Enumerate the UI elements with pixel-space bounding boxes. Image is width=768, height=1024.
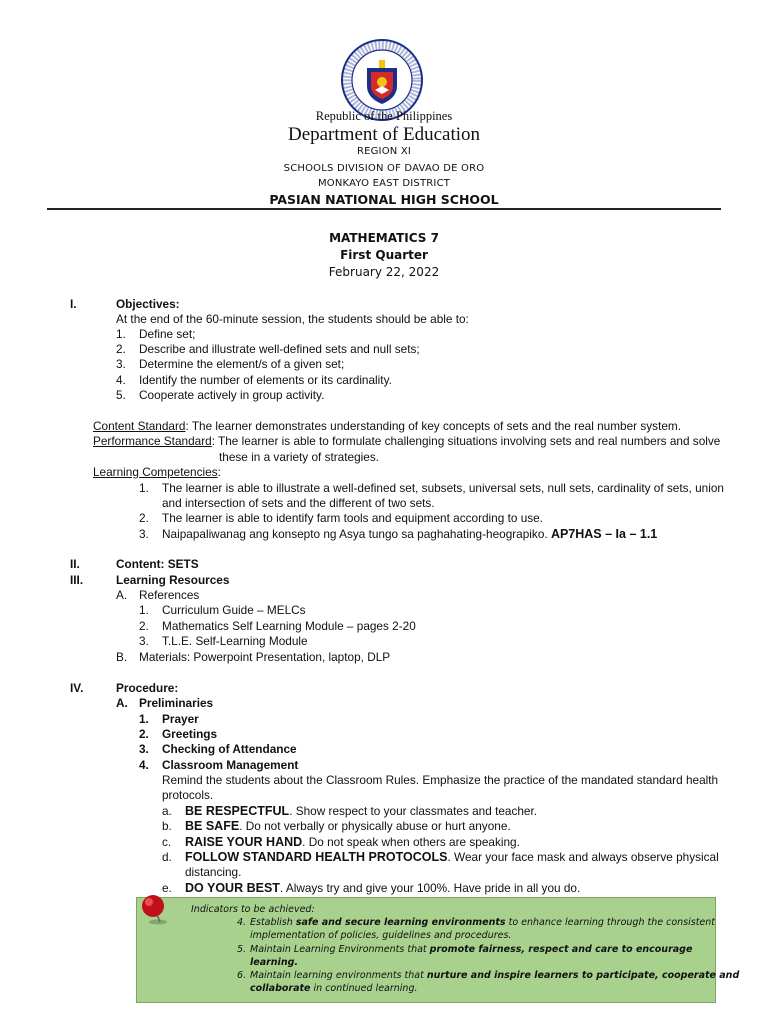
region-line: REGION XI <box>356 146 412 157</box>
indicator-emphasis: collaborate <box>250 983 311 994</box>
indicator-text: Establish <box>250 917 296 928</box>
indicator-number: 6. <box>237 970 247 981</box>
list-item: The learner is able to identify farm tools and equipment according to use. <box>162 511 543 525</box>
lesson-date: February 22, 2022 <box>328 265 440 279</box>
performance-standard-cont: these in a variety of strategies. <box>219 450 379 464</box>
list-letter: c. <box>162 835 172 849</box>
list-number: 3. <box>139 634 149 648</box>
indicator-text: to enhance learning through the consistent <box>505 917 716 928</box>
section-number: II. <box>70 557 80 571</box>
header-divider <box>47 208 721 210</box>
list-letter: d. <box>162 850 172 864</box>
list-item: T.L.E. Self-Learning Module <box>162 634 308 648</box>
performance-standard-text: : The learner is able to formulate challenging situations involving sets and real numbers and solve <box>211 434 721 448</box>
list-letter: B. <box>116 650 128 664</box>
list-number: 3. <box>116 357 126 371</box>
list-item: Curriculum Guide – MELCs <box>162 603 306 617</box>
rule-item <box>185 850 719 865</box>
rule-keyword: DO YOUR BEST <box>185 881 280 895</box>
rule-item <box>185 881 580 896</box>
indicator-emphasis: nurture and inspire learners to participate, cooperate and <box>426 970 740 981</box>
indicator-item-cont: learning. <box>250 957 298 968</box>
rule-keyword: BE SAFE <box>185 819 240 833</box>
rule-item <box>185 819 511 834</box>
section-heading: Objectives: <box>116 297 180 311</box>
competency-text: Naipapaliwanag ang konsepto ng Asya tungo sa paghahating-heograpiko. <box>162 527 551 541</box>
list-item: Prayer <box>162 712 199 726</box>
list-item: Cooperate actively in group activity. <box>139 388 325 402</box>
indicator-text: Maintain Learning Environments that <box>250 944 430 955</box>
rule-item <box>185 804 537 819</box>
list-number: 5. <box>116 388 126 402</box>
list-number: 4. <box>116 373 126 387</box>
division-line: SCHOOLS DIVISION OF DAVAO DE ORO <box>283 163 485 174</box>
rule-text: . Always try and give your 100%. Have pride in all you do. <box>279 881 581 895</box>
school-name: PASIAN NATIONAL HIGH SCHOOL <box>269 192 499 207</box>
pushpin-icon <box>138 892 172 926</box>
rule-text: . Wear your face mask and always observe physical <box>447 850 719 864</box>
list-letter: e. <box>162 881 172 895</box>
list-number: 3. <box>139 742 149 756</box>
indicator-item-cont: implementation of policies, guidelines and procedures. <box>250 930 512 941</box>
indicator-text: in continued learning. <box>310 983 418 994</box>
rule-text-cont: distancing. <box>185 865 242 879</box>
list-number: 1. <box>116 327 126 341</box>
department-title: Department of Education <box>287 124 481 145</box>
list-number: 1. <box>139 712 149 726</box>
list-letter: b. <box>162 819 172 833</box>
list-item: Define set; <box>139 327 196 341</box>
section-number: IV. <box>70 681 84 695</box>
section-heading: Learning Resources <box>116 573 230 587</box>
indicator-item <box>250 943 692 956</box>
content-standard-label: Content Standard <box>93 419 186 433</box>
competencies-colon: : <box>217 465 221 479</box>
indicator-number: 5. <box>237 944 247 955</box>
section-number: III. <box>70 573 84 587</box>
list-number: 3. <box>139 527 149 541</box>
list-item-cont: and intersection of sets and the different of two sets. <box>162 496 435 510</box>
content-standard-text: : The learner demonstrates understanding of key concepts of sets and the real number system. <box>185 419 682 433</box>
indicator-emphasis: promote fairness, respect and care to encourage <box>429 944 693 955</box>
performance-standard-label: Performance Standard <box>93 434 212 448</box>
objectives-intro: At the end of the 60-minute session, the students should be able to: <box>116 312 469 326</box>
district-line: MONKAYO EAST DISTRICT <box>317 178 451 189</box>
rule-text: . Show respect to your classmates and teacher. <box>289 804 538 818</box>
competencies-label: Learning Competencies <box>93 465 218 479</box>
list-item <box>162 527 657 542</box>
indicator-number: 4. <box>237 917 247 928</box>
performance-standard <box>93 434 720 449</box>
list-letter: A. <box>116 588 128 602</box>
indicator-item <box>250 969 739 982</box>
subject-title: MATHEMATICS 7 <box>329 231 439 245</box>
list-item: Greetings <box>162 727 218 741</box>
list-number: 2. <box>139 727 149 741</box>
list-number: 1. <box>139 603 149 617</box>
indicator-item <box>250 916 715 929</box>
list-letter: A. <box>116 696 128 710</box>
list-number: 2. <box>139 511 149 525</box>
list-item: Identify the number of elements or its cardinality. <box>139 373 392 387</box>
indicator-text: Maintain learning environments that <box>250 970 427 981</box>
list-item: Determine the element/s of a given set; <box>139 357 345 371</box>
rule-text: . Do not speak when others are speaking. <box>302 835 520 849</box>
list-item: Classroom Management <box>162 758 299 772</box>
list-item: Checking of Attendance <box>162 742 297 756</box>
rule-keyword: RAISE YOUR HAND <box>185 835 303 849</box>
competencies-heading <box>93 465 221 480</box>
quarter-label: First Quarter <box>340 248 428 262</box>
list-number: 2. <box>139 619 149 633</box>
list-item: The learner is able to illustrate a well-defined set, subsets, universal sets, null sets, cardinality of sets, union <box>162 481 724 495</box>
rule-keyword: FOLLOW STANDARD HEALTH PROTOCOLS <box>185 850 448 864</box>
list-item: References <box>139 588 200 602</box>
indicator-item-cont <box>250 982 418 995</box>
remind-text: Remind the students about the Classroom Rules. Emphasize the practice of the mandated standard health <box>162 773 719 787</box>
subsection-heading: Preliminaries <box>139 696 214 710</box>
list-item: Materials: Powerpoint Presentation, laptop, DLP <box>139 650 391 664</box>
list-number: 1. <box>139 481 149 495</box>
indicators-title: Indicators to be achieved: <box>191 904 315 915</box>
competency-code: AP7HAS – Ia – 1.1 <box>550 527 658 541</box>
remind-text-cont: protocols. <box>162 788 214 802</box>
rule-item <box>185 835 520 850</box>
rule-text: . Do not verbally or physically abuse or hurt anyone. <box>239 819 511 833</box>
rule-keyword: BE RESPECTFUL <box>185 804 290 818</box>
list-number: 4. <box>139 758 149 772</box>
section-heading: Content: SETS <box>116 557 199 571</box>
republic-line: Republic of the Philippines <box>315 109 453 123</box>
section-number: I. <box>70 297 77 311</box>
list-letter: a. <box>162 804 172 818</box>
indicator-emphasis: safe and secure learning environments <box>295 917 506 928</box>
section-heading: Procedure: <box>116 681 179 695</box>
list-item: Describe and illustrate well-defined sets and null sets; <box>139 342 420 356</box>
content-standard <box>93 419 681 434</box>
list-number: 2. <box>116 342 126 356</box>
list-item: Mathematics Self Learning Module – pages 2-20 <box>162 619 416 633</box>
